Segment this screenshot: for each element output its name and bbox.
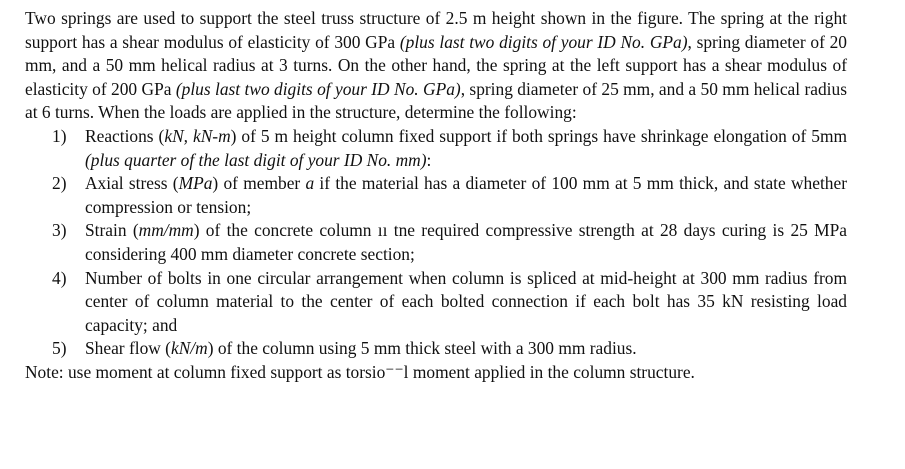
question-emphasis: MPa [178, 173, 213, 194]
question-number: 3) [52, 220, 67, 241]
question-number: 5) [52, 338, 67, 359]
intro-text-2: , spring diameter of 20 mm, and a 50 mm helical radius at 3 turns. On the other hand, the spring at the left support has a shear modulus of elasticity of 200 GPa [25, 31, 847, 99]
question-text: ) of the column using 5 mm thick steel with a 300 mm radius. [207, 338, 637, 359]
list-item [25, 219, 847, 266]
question-emphasis: kN, kN-m [164, 125, 231, 146]
question-text: Axial stress ( [85, 173, 179, 194]
list-item [25, 267, 847, 338]
intro-text-3: , spring diameter of 25 mm, and a 50 mm helical radius at 6 turns. When the loads are applied in the structure, determine the following: [25, 78, 847, 123]
question-text: : [426, 149, 432, 170]
list-item [25, 125, 847, 172]
question-text: ) of member [212, 173, 306, 194]
question-emphasis: a [305, 173, 315, 194]
question-number: 2) [52, 173, 67, 194]
problem-document [25, 7, 847, 385]
question-text: Reactions ( [85, 125, 165, 146]
note-text: Note: use moment at column fixed support as torsio⁻⁻l moment applied in the column structure. [25, 361, 695, 382]
question-text: Shear flow ( [85, 338, 171, 359]
question-emphasis: kN/m [170, 338, 208, 359]
list-item [25, 337, 847, 361]
intro-emphasis-2: (plus last two digits of your ID No. GPa) [175, 78, 461, 99]
question-number: 1) [52, 125, 67, 146]
question-text: ) of the concrete column ıı tne required compressive strength at 28 days curing is 25 MPa considering 400 mm diameter concrete section; [85, 220, 847, 264]
question-text: Strain ( [85, 220, 139, 241]
question-list [25, 125, 847, 361]
question-emphasis: mm/mm [138, 220, 194, 241]
question-emphasis: (plus quarter of the last digit of your ID No. mm) [85, 149, 427, 170]
problem-statement [25, 7, 847, 125]
list-item [25, 172, 847, 219]
intro-emphasis-1: (plus last two digits of your ID No. GPa) [399, 31, 688, 52]
question-text: Number of bolts in one circular arrangement when column is spliced at mid-height at 300 mm radius from center of column material to the center of each bolted connection if each bolt has 35 kN resisting load capacity; and [85, 267, 847, 335]
question-text: if the material has a diameter of 100 mm at 5 mm thick, and state whether compression or tension; [85, 173, 847, 217]
question-text: ) of 5 m height column fixed support if both springs have shrinkage elongation of 5mm [230, 125, 848, 146]
intro-text-1: Two springs are used to support the steel truss structure of 2.5 m height shown in the figure. The spring at the right support has a shear modulus of elasticity of 300 GPa [25, 8, 847, 52]
question-number: 4) [52, 267, 67, 288]
